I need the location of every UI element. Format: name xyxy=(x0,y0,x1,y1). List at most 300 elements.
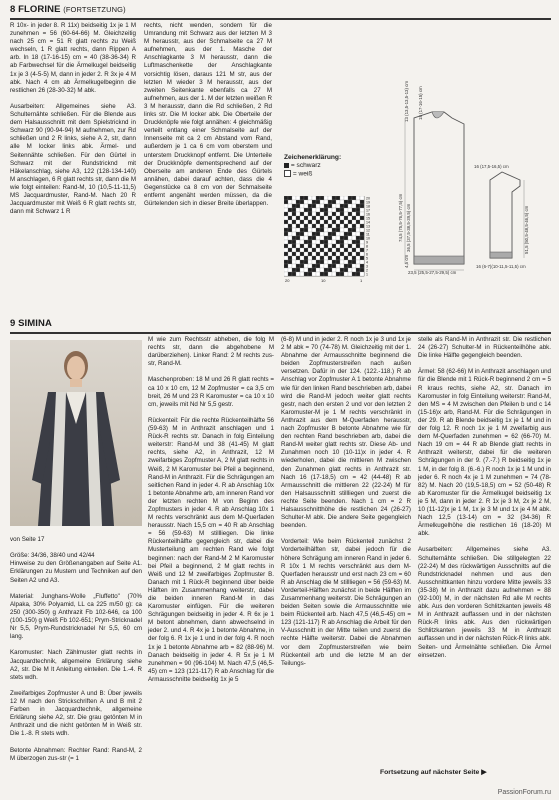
chart-cell xyxy=(360,224,364,228)
chart-cell xyxy=(336,272,340,276)
dim-sleeve-length: 51,5 (50,5-48,5-46,5) cm xyxy=(524,205,529,254)
chart-cell xyxy=(360,260,364,264)
chart-cell xyxy=(316,268,320,272)
chart-cell xyxy=(308,204,312,208)
chart-cell xyxy=(288,232,292,236)
chart-cell xyxy=(292,252,296,256)
chart-cell xyxy=(336,228,340,232)
chart-cell xyxy=(332,220,336,224)
chart-cell xyxy=(336,268,340,272)
chart-cell xyxy=(348,224,352,228)
chart-cell xyxy=(332,216,336,220)
chart-cell xyxy=(296,228,300,232)
chart-cell xyxy=(316,228,320,232)
chart-cell xyxy=(336,196,340,200)
chart-cell xyxy=(316,220,320,224)
chart-cell xyxy=(352,216,356,220)
row-label: 10 xyxy=(366,236,370,241)
chart-cell xyxy=(296,232,300,236)
chart-cell xyxy=(288,256,292,260)
chart-cell xyxy=(348,204,352,208)
section2-heading xyxy=(10,318,551,329)
chart-cell xyxy=(344,260,348,264)
chart-cell xyxy=(320,212,324,216)
chart-cell xyxy=(296,240,300,244)
chart-cell xyxy=(308,260,312,264)
chart-cell xyxy=(284,252,288,256)
chart-cell xyxy=(288,200,292,204)
chart-cell xyxy=(324,264,328,268)
chart-cell xyxy=(316,236,320,240)
chart-cell xyxy=(316,208,320,212)
chart-cell xyxy=(340,244,344,248)
chart-cell xyxy=(284,256,288,260)
chart-cell xyxy=(328,248,332,252)
row-label: 19 xyxy=(366,200,370,205)
chart-cell xyxy=(320,260,324,264)
chart-cell xyxy=(348,268,352,272)
chart-cell xyxy=(316,232,320,236)
chart-cell xyxy=(356,216,360,220)
dim-bottom-body: 23,5 (25,5-27,5-29,5) cm xyxy=(408,270,457,275)
chart-cell xyxy=(344,208,348,212)
chart-cell xyxy=(284,272,288,276)
row-label: 18 xyxy=(366,204,370,209)
col-label: 20 xyxy=(285,278,290,283)
chart-cell xyxy=(292,272,296,276)
chart-cell xyxy=(292,240,296,244)
chart-cell xyxy=(316,260,320,264)
chart-cell xyxy=(336,224,340,228)
chart-cell xyxy=(296,272,300,276)
chart-cell xyxy=(336,244,340,248)
col-label: 1 xyxy=(360,278,363,283)
chart-cell xyxy=(296,248,300,252)
watermark: PassionForum.ru xyxy=(497,789,551,796)
chart-cell xyxy=(316,256,320,260)
chart-cell xyxy=(288,268,292,272)
section1-subtitle: (FORTSETZUNG) xyxy=(63,5,126,14)
chart-cell xyxy=(292,244,296,248)
chart-cell xyxy=(288,264,292,268)
chart-cell xyxy=(300,264,304,268)
chart-cell xyxy=(312,236,316,240)
chart-cell xyxy=(288,224,292,228)
dim-sleeve-top: 16 (17,5-16,5) cm xyxy=(474,164,509,169)
chart-cell xyxy=(300,268,304,272)
chart-cell xyxy=(336,236,340,240)
chart-cell xyxy=(288,228,292,232)
chart-cell xyxy=(284,220,288,224)
chart-cell xyxy=(336,200,340,204)
continue-link[interactable]: Fortsetzung auf nächster Seite ▶ xyxy=(380,769,487,776)
chart-cell xyxy=(352,212,356,216)
chart-cell xyxy=(360,216,364,220)
chart-cell xyxy=(336,220,340,224)
chart-cell xyxy=(344,272,348,276)
chart-cell xyxy=(348,228,352,232)
chart-cell xyxy=(332,200,336,204)
chart-cell xyxy=(312,224,316,228)
chart-cell xyxy=(292,204,296,208)
chart-cell xyxy=(328,220,332,224)
chart-cell xyxy=(324,248,328,252)
chart-cell xyxy=(352,224,356,228)
chart-cell xyxy=(296,216,300,220)
chart-cell xyxy=(328,196,332,200)
chart-cell xyxy=(300,220,304,224)
chart-cell xyxy=(352,272,356,276)
chart-cell xyxy=(292,260,296,264)
chart-cell xyxy=(284,196,288,200)
chart-cell xyxy=(360,248,364,252)
dim-top-1: 13 (13,5-13,5-13) cm xyxy=(404,81,409,122)
row-label: 5 xyxy=(366,256,368,261)
chart-cell xyxy=(348,216,352,220)
chart-cell xyxy=(308,268,312,272)
chart-cell xyxy=(296,260,300,264)
chart-cell xyxy=(324,216,328,220)
chart-cell xyxy=(360,268,364,272)
legend-item-black: = schwarz xyxy=(284,162,341,170)
chart-cell xyxy=(340,220,344,224)
chart-cell xyxy=(296,200,300,204)
chart-cell xyxy=(360,264,364,268)
chart-cell xyxy=(324,228,328,232)
chart-cell xyxy=(300,248,304,252)
chart-cell xyxy=(336,212,340,216)
chart-cell xyxy=(296,224,300,228)
chart-cell xyxy=(336,248,340,252)
chart-cell xyxy=(344,228,348,232)
chart-cell xyxy=(320,232,324,236)
chart-cell xyxy=(300,260,304,264)
row-label: 8 xyxy=(366,244,368,249)
chart-cell xyxy=(312,264,316,268)
chart-cell xyxy=(308,224,312,228)
chart-cell xyxy=(348,264,352,268)
chart-cell xyxy=(308,212,312,216)
chart-cell xyxy=(328,228,332,232)
chart-cell xyxy=(344,252,348,256)
chart-cell xyxy=(320,224,324,228)
chart-cell xyxy=(288,244,292,248)
col-label: 10 xyxy=(321,278,326,283)
chart-cell xyxy=(296,196,300,200)
chart-cell xyxy=(300,208,304,212)
chart-cell xyxy=(296,252,300,256)
chart-cell xyxy=(308,272,312,276)
chart-cell xyxy=(332,196,336,200)
photo-caption: von Seite 17 xyxy=(10,536,45,544)
chart-cell xyxy=(304,220,308,224)
chart-cell xyxy=(360,244,364,248)
chart-cell xyxy=(288,252,292,256)
chart-cell xyxy=(316,204,320,208)
chart-cell xyxy=(324,256,328,260)
row-label: 13 xyxy=(366,224,370,229)
chart-cell xyxy=(308,248,312,252)
section1-column-2: rechts, nicht wenden, sondern für die Umrandung mit Schwarz aus der letzten M 3 M herausstr, aus der Schmalseite ca 27 M aufnehmen, aus der 1. Masche der Anschlagkante 3 M herausstr, dann die Luftmaschenkette der Anschlagkante vorsichtig lösen, daraus 121 M str, aus der letzten M wieder 3 M herausstr, aus der zweiten Seitenkante ebenfalls ca 27 M aufnehmen, aus der 1. M der letzten weißen R 3 M herausstr, dann die Rd schließen, 2 Rd links str. Die M locker abk. Die Oberteile der Druckknöpfe wie folgt annähen: 4 gleichmäßig verteilt entlang einer Schmalseite auf der Innenseite mit ca 2 cm Abstand vom Rand, außerdem je 1 ca 6 cm vom oberstem und unterstem Druckknopf entfernt. Die Unterteile der Druckknöpfe dementsprechend auf der Oberseite am anderen Ende des Gürtels annähen, dabei darauf achten, dass die 4 Gegenstücke ca 8 cm von der Schmalseite entfernt angenäht werden müssen, da die Gürtelenden sich in dieser Breite überlappen. xyxy=(144,22,272,208)
chart-cell xyxy=(320,216,324,220)
chart-cell xyxy=(328,200,332,204)
chart-cell xyxy=(348,236,352,240)
chart-cell xyxy=(308,208,312,212)
model-illustration xyxy=(10,340,142,526)
chart-cell xyxy=(304,212,308,216)
chart-cell xyxy=(332,252,336,256)
chart-cell xyxy=(360,212,364,216)
chart-cell xyxy=(352,260,356,264)
chart-cell xyxy=(336,204,340,208)
chart-cell xyxy=(356,248,360,252)
chart-cell xyxy=(300,252,304,256)
row-label: 16 xyxy=(366,212,370,217)
chart-cell xyxy=(284,248,288,252)
chart-cell xyxy=(344,264,348,268)
chart-cell xyxy=(308,236,312,240)
chart-cell xyxy=(284,260,288,264)
chart-cell xyxy=(292,268,296,272)
chart-cell xyxy=(352,220,356,224)
chart-cell xyxy=(340,252,344,256)
chart-cell xyxy=(344,200,348,204)
chart-cell xyxy=(284,240,288,244)
chart-cell xyxy=(288,248,292,252)
chart-cell xyxy=(312,240,316,244)
chart-cell xyxy=(328,216,332,220)
chart-cell xyxy=(320,248,324,252)
chart-cell xyxy=(344,256,348,260)
chart-cell xyxy=(332,224,336,228)
chart-cell xyxy=(340,256,344,260)
chart-cell xyxy=(288,240,292,244)
chart-cell xyxy=(348,196,352,200)
chart-cell xyxy=(288,216,292,220)
chart-cell xyxy=(300,232,304,236)
chart-cell xyxy=(320,208,324,212)
chart-cell xyxy=(340,228,344,232)
chart-cell xyxy=(340,260,344,264)
section2-column-2: M wie zum Rechtsstr abheben, die folg M rechts str, dann die abgehobene M darüberziehen). Linker Rand: 2 M rechts zus-str, Rand-M. Maschenproben: 18 M und 26 R glatt rechts = ca 10 x 10 cm, 12 M Zopfmuster = ca 3,5 cm breit, 26 M und 23 R Karomuster = ca 10 x 10 cm, jeweils mit Nd Nr 5,5 gestr. Rückenteil: Für die rechte Rückenteilhälfte 56 (59-63) M in Anthrazit anschlagen und 1 Rück-R rechts str. Danach in folg Einteilung weiterstr: Rand-M und 38 (41-45) M glatt rechts, siehe A2, in Anthrazit, 12 M zweifarbiges Zopfmuster A, 2 M glatt rechts in Weiß, 2 M Karomuster bei Pfeil a beginnend, Rand-M in Anthrazit. Für die Schrägungen am seitlichen Rand in jeder 4. R ab Anschlag 10x 1 betonte Abnahme arb, am inneren Rand vor der letzten rechten M von Beginn des Zopfmusters in jeder 4. R ab Anschlag 10x 1 M rechts verschränkt aus dem M-Querfaden herausstr. Nach 15,5 cm = 40 R ab Anschlag = 56 (59-63) M stillliegen. Die linke Rückenteilhälfte gegengleich str, dabei die Musterteilung am rechten Rand wie folgt beginnen: nach der Rand-M 2 M Karomuster bei Pfeil a beginnend, 2 M glatt rechts in Weiß und 12 M zweifarbiges Zopfmuster B. Danach mit 1 Rück-R beginnend über beide Hälften im Zusammenhang weiterstr, dabei die beiden inneren Rand-M in das Karomuster einfügen. Für die weiteren Schrägungen beidseitig in jeder 4. R 6x je 1 M betont abnehmen, dann abwechselnd in jeder 2. und 4. R 4x je 1 betonte Abnahme, in der folg 6. R 1x je 1 und in der folg 4. R noch 1x je 1 betonte Abnahme arb = 82 (88-96) M. Danach beidseitig in jeder 4. R 5x je 1 M zunehmen = 90 (96-104) M. Nach 47,5 (46,5-45) cm = 123 (121-117) R ab Anschlag für die Armausschnitte beidseitig 1x je 5 xyxy=(148,336,274,683)
size-and-material-text: Größe: 34/36, 38/40 und 42/44 Hinweise zu den Größenangaben auf Seite A1. Erklärungen zu Mustern und Techniken auf den Seiten A2 und A3. Material: Junghans-Wolle „Fluffetto" (70% Alpaka, 30% Polyamid, LL ca 225 m/50 g): ca 250 (300-350) g Anthrazit Fb 102-646, ca 100 (100-150) g Weiß Fb 102-651; Prym-Stricknadel Nr 5,5, Prym-Rundstricknadel Nr 5,5, 60 cm lang. Karomuster: Nach Zählmuster glatt rechts in Jacquardtechnik, allgemeine Erklärung siehe A2, str. Die M lt Anleitung einteilen. Die 1.-4. R stets wdh. Zweifarbiges Zopfmuster A und B: Über jeweils 12 M nach den Strickschriften A und B mit 2 Farben in Jacquardtechnik, allgemeine Erklärung siehe A2, str. Die grau getönten M in Anthrazit und die nicht getönten M in Weiß str. Die 1.-8. R stets wdh. Betonte Abnahmen: Rechter Rand: Rand-M, 2 M überzogen zus-str (= 1 xyxy=(10,552,142,762)
chart-cell xyxy=(332,232,336,236)
dim-body: 74,5 (75,5-76,5-77,5) cm xyxy=(398,193,403,242)
chart-cell xyxy=(292,212,296,216)
chart-cell xyxy=(316,264,320,268)
chart-cell xyxy=(304,228,308,232)
chart-cell xyxy=(288,236,292,240)
chart-cell xyxy=(304,256,308,260)
chart-cell xyxy=(320,252,324,256)
chart-cell xyxy=(348,256,352,260)
chart-cell xyxy=(296,208,300,212)
chart-cell xyxy=(312,216,316,220)
chart-cell xyxy=(312,212,316,216)
chart-cell xyxy=(324,200,328,204)
chart-cell xyxy=(336,240,340,244)
chart-cell xyxy=(308,216,312,220)
chart-cell xyxy=(304,264,308,268)
chart-cell xyxy=(344,220,348,224)
chart-cell xyxy=(284,232,288,236)
chart-cell xyxy=(344,236,348,240)
chart-cell xyxy=(308,232,312,236)
chart-cell xyxy=(340,268,344,272)
chart-cell xyxy=(340,248,344,252)
chart-cell xyxy=(344,224,348,228)
row-label: 12 xyxy=(366,228,370,233)
chart-cell xyxy=(352,256,356,260)
chart-cell xyxy=(284,236,288,240)
chart-cell xyxy=(296,268,300,272)
chart-cell xyxy=(332,204,336,208)
chart-cell xyxy=(352,252,356,256)
chart-cell xyxy=(332,208,336,212)
chart-cell xyxy=(348,248,352,252)
chart-cell xyxy=(320,244,324,248)
chart-cell xyxy=(316,248,320,252)
chart-cell xyxy=(304,224,308,228)
row-label: 7 xyxy=(366,248,368,253)
chart-cell xyxy=(352,208,356,212)
chart-cell xyxy=(284,208,288,212)
chart-cell xyxy=(324,204,328,208)
chart-cell xyxy=(360,252,364,256)
chart-cell xyxy=(284,228,288,232)
chart-cell xyxy=(344,248,348,252)
chart-cell xyxy=(324,220,328,224)
chart-cell xyxy=(328,260,332,264)
chart-cell xyxy=(340,196,344,200)
chart-cell xyxy=(332,256,336,260)
chart-cell xyxy=(312,196,316,200)
chart-cell xyxy=(296,212,300,216)
chart-cell xyxy=(312,272,316,276)
chart-cell xyxy=(304,216,308,220)
row-label: 15 xyxy=(366,216,370,221)
chart-cell xyxy=(356,236,360,240)
dim-top-2: 18 (17-16-15) cm xyxy=(418,86,423,120)
chart-cell xyxy=(308,264,312,268)
chart-cell xyxy=(292,224,296,228)
chart-cell xyxy=(336,208,340,212)
chart-cell xyxy=(300,224,304,228)
chart-cell xyxy=(340,240,344,244)
schematic-drawing xyxy=(392,62,552,324)
chart-cell xyxy=(296,220,300,224)
chart-cell xyxy=(284,268,288,272)
chart-cell xyxy=(352,240,356,244)
chart-cell xyxy=(324,208,328,212)
chart-cell xyxy=(340,236,344,240)
chart-cell xyxy=(332,260,336,264)
chart-cell xyxy=(356,220,360,224)
chart-cell xyxy=(300,272,304,276)
row-label: 20 xyxy=(366,196,370,201)
chart-cell xyxy=(328,272,332,276)
chart-cell xyxy=(308,220,312,224)
row-label: 2 xyxy=(366,268,368,273)
chart-cell xyxy=(348,244,352,248)
chart-cell xyxy=(324,268,328,272)
chart-cell xyxy=(320,240,324,244)
chart-cell xyxy=(320,200,324,204)
section1-column-1: R 10x- in jeder 8. R 11x) beidseitig 1x je 1 M zunehmen = 56 (60-64-66) M. Gleichzeitig nach 25 cm = 51 R glatt rechts zu Weiß wechseln, 1 R glatt rechts, dann Rippen A arb. In 18 (17-16-15) cm = 40 (38-36-34) R ab Farbwechsel für die Ärmelkugel beidseitig 1x je 3 (4-5-5) M, dann in jeder 2. R 3x je 4 M abk. Nach 4 cm ab Ärmelkugelbeginn die restlichen 26 (28-30-32) M abk. Ausarbeiten: Allgemeines siehe A3. Schulternähte schließen. Für die Blende aus dem Halsausschnitt mit dem Spielstricknd in Schwarz 90 (90-94-94) M aufnehmen, zur Rd schließen und 2 R links, siehe A 2, str, dann alle M locker links abk. Ärmel- und Seitennähte schließen. Für den Gürtel in Schwarz mit der Rundstricknd mit Häkelanschlag, siehe A3, 122 (128-134-140) M anschlagen, 6 R glatt rechts str, dann die M wie folgt einteilen: Rand-M, 10 (10,5-11-11,5) MS Jacquardmuster, Rand-M. Nach 20 R Jacquardmuster mit Weiß 6 R glatt rechts str, dann mit Schwarz 1 R xyxy=(10,22,136,216)
chart-cell xyxy=(296,244,300,248)
chart-cell xyxy=(340,264,344,268)
chart-cell xyxy=(356,228,360,232)
chart-cell xyxy=(320,204,324,208)
chart-cell xyxy=(292,256,296,260)
chart-cell xyxy=(360,256,364,260)
chart-cell xyxy=(336,264,340,268)
row-label: 4 xyxy=(366,260,368,265)
chart-cell xyxy=(300,204,304,208)
row-label: 1 xyxy=(366,272,368,277)
chart-cell xyxy=(360,236,364,240)
chart-cell xyxy=(312,252,316,256)
chart-cell xyxy=(328,224,332,228)
chart-cell xyxy=(348,220,352,224)
chart-cell xyxy=(340,216,344,220)
chart-cell xyxy=(304,272,308,276)
chart-cell xyxy=(324,224,328,228)
chart-cell xyxy=(316,224,320,228)
chart-cell xyxy=(344,244,348,248)
chart-cell xyxy=(340,208,344,212)
chart-cell xyxy=(340,272,344,276)
chart-cell xyxy=(356,240,360,244)
chart-cell xyxy=(356,224,360,228)
chart-cell xyxy=(288,208,292,212)
row-label: 17 xyxy=(366,208,370,213)
chart-cell xyxy=(312,208,316,212)
chart-cell xyxy=(296,204,300,208)
chart-cell xyxy=(340,232,344,236)
chart-cell xyxy=(344,204,348,208)
chart-cell xyxy=(316,244,320,248)
chart-cell xyxy=(312,228,316,232)
garment-schematic xyxy=(392,62,552,329)
chart-cell xyxy=(348,272,352,276)
chart-cell xyxy=(352,268,356,272)
chart-cell xyxy=(304,236,308,240)
chart-cell xyxy=(332,272,336,276)
chart-cell xyxy=(328,256,332,260)
chart-cell xyxy=(352,204,356,208)
chart-cell xyxy=(300,240,304,244)
chart-cell xyxy=(328,212,332,216)
chart-cell xyxy=(292,228,296,232)
chart-cell xyxy=(336,256,340,260)
dim-bottom-sleeve: 16 (6-7)(10-11,5-11,5) cm xyxy=(476,264,526,269)
section2-column-4: stelle als Rand-M in Anthrazit str. Die restlichen 24 (26-27) Schulter-M in Rückenteilhöhe abk. Die linke Hälfte gegengleich beenden. Ärmel: 58 (62-66) M in Anthrazit anschlagen und für die Blende mit 1 Rück-R beginnend 2 cm = 5 R kraus rechts, siehe A2, str. Danach im Karomuster in folg Einteilung weiterstr: Rand-M, den MS = 4 M zwischen den Pfeilen b und c 14 (15-16)x arb, Rand-M. Für die Schrägungen in der 29. R ab Blende beidseitig 1x je 1 M und in der folg 12. R noch 1x je 1 M zweifarbig aus dem M-Querfaden zunehmen = 62 (66-70) M. Nach 19 cm = 44 R ab Blende glatt rechts in Anthrazit weiterstr, dabei für die weiteren Schrägungen in der 9. (7.-7.) R beidseitig 1x je 1 M, in der folg 8. (6.-6.) R noch 1x je 1 M und in jeder 6. R noch 4x je 1 M zunehmen = 74 (78-82) M. Nach 20 (19,5-18,5) cm = 52 (50-48) R ab Karomuster für die Ärmelkugel beidseitig 1x je 5 M, dann in jeder 2. R 1x je 3 M, 2x je 2 M, 10 (11-12)x je 1 M, 1x je 3 M und 1x je 4 M abk. Nach 12,5 (13-14) cm = 32 (34-36) R Ärmelkugelhöhe die restlichen 16 (18-20) M abk. Ausarbeiten: Allgemeines siehe A3. Schulternähte schließen. Die stillgelegten 22 (22-24) M des rückwärtigen Ausschnitts auf die Rundstricknadel nehmen und aus den Ausschnittkanten hinzu vordere Mitte jeweils 33 (35-38) M in Anthrazit dazu aufnehmen = 88 (92-100) M, in der nächsten Rd alle M rechts abk. Aus den vorderen Schlitzkanten jeweils 48 M in Anthrazit auffassen und in der nächsten Rück-R links abk. Aus den rückwärtigen Schlitzkanten jeweils 33 M in Anthrazit auffassen und in der nächsten Rück-R links abk. Seiten- und Ärmelnähte schließen. Die Ärmel einsetzen. xyxy=(418,336,551,659)
chart-cell xyxy=(336,216,340,220)
chart-cell xyxy=(304,248,308,252)
chart-cell xyxy=(288,212,292,216)
chart-cell xyxy=(296,236,300,240)
chart-cell xyxy=(300,200,304,204)
chart-cell xyxy=(292,208,296,212)
chart-cell xyxy=(328,244,332,248)
chart-cell xyxy=(360,208,364,212)
row-label: 6 xyxy=(366,252,368,257)
chart-cell xyxy=(360,204,364,208)
chart-cell xyxy=(312,200,316,204)
jacquard-grid xyxy=(284,196,380,286)
chart-cell xyxy=(332,244,336,248)
